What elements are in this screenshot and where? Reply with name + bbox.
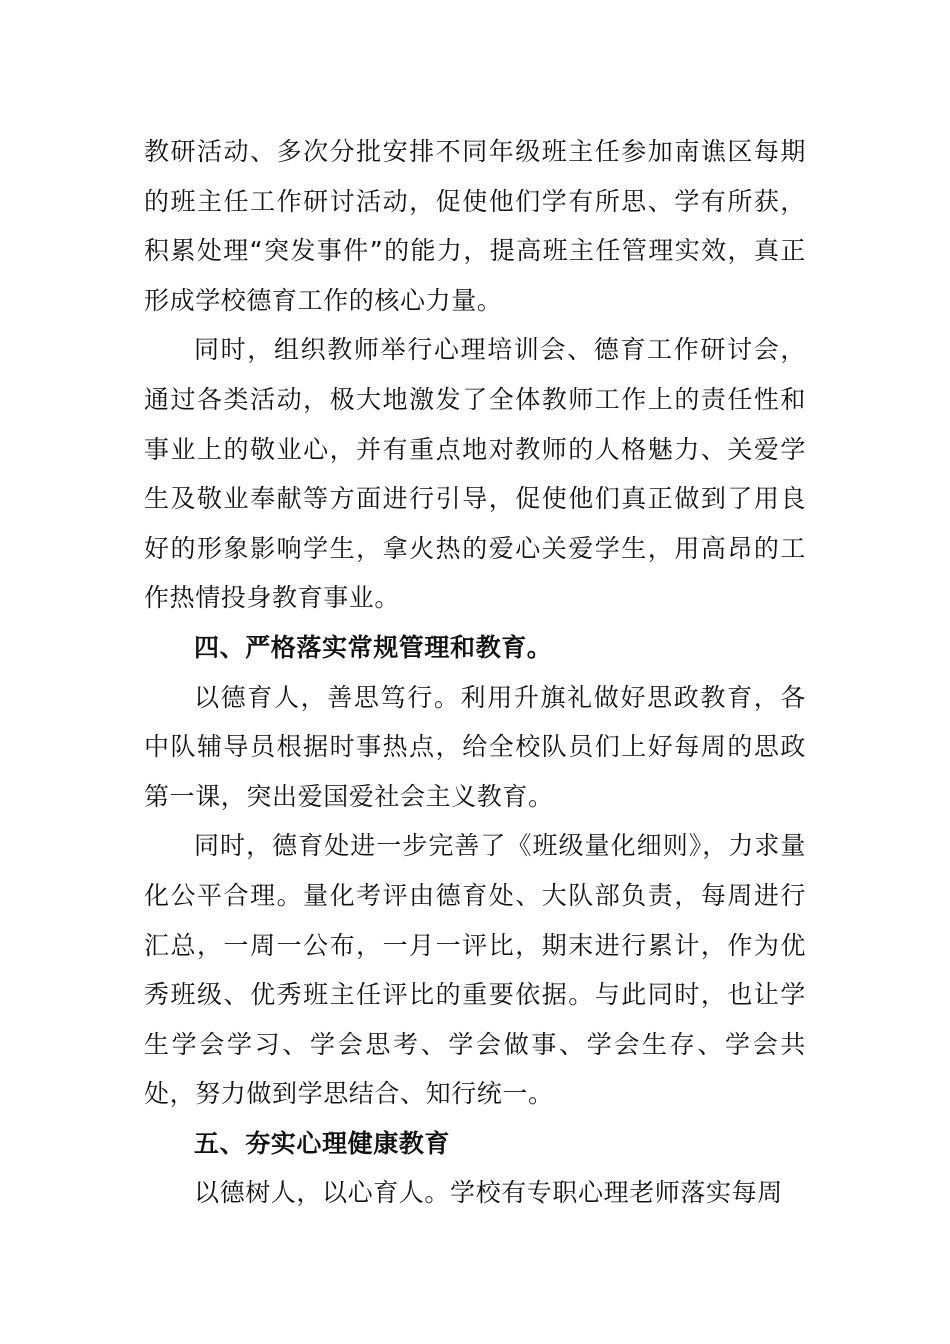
section-heading-mental-health: 五、夯实心理健康教育 bbox=[194, 1128, 451, 1158]
paragraph-class-quantification: 同时，德育处进一步完善了《班级量化细则》，力求量化公平合理。量化考评由德育处、大队部负责，每周进行汇总，一周一公布，一月一评比，期末进行累计，作为优秀班级、优秀班主任评比的重要依据。与此同时，也让学生学会学习、学会思考、学会做事、学会生存、学会共处，努力做到学思结合、知行统一。 bbox=[144, 831, 806, 1109]
section-heading-routine-management: 四、严格落实常规管理和教育。 bbox=[194, 632, 553, 662]
paragraph-class-teacher-training: 教研活动、多次分批安排不同年级班主任参加南谯区每期的班主任工作研讨活动，促使他们学有所思、学有所获，积累处理“突发事件”的能力，提高班主任管理实效，真正形成学校德育工作的核心力量。 bbox=[144, 137, 806, 315]
paragraph-mental-health-intro: 以德树人，以心育人。学校有专职心理老师落实每周 bbox=[194, 1178, 783, 1208]
paragraph-teacher-workshops: 同时，组织教师举行心理培训会、德育工作研讨会，通过各类活动，极大地激发了全体教师工作上的责任性和事业上的敬业心，并有重点地对教师的人格魅力、关爱学生及敬业奉献等方面进行引导，促使他们真正做到了用良好的形象影响学生，拿火热的爱心关爱学生，用高昂的工作热情投身教育事业。 bbox=[144, 335, 806, 613]
document-body bbox=[144, 127, 806, 1218]
paragraph-flag-ceremony: 以德育人，善思笃行。利用升旗礼做好思政教育，各中队辅导员根据时事热点，给全校队员们上好每周的思政第一课，突出爱国爱社会主义教育。 bbox=[144, 682, 806, 811]
